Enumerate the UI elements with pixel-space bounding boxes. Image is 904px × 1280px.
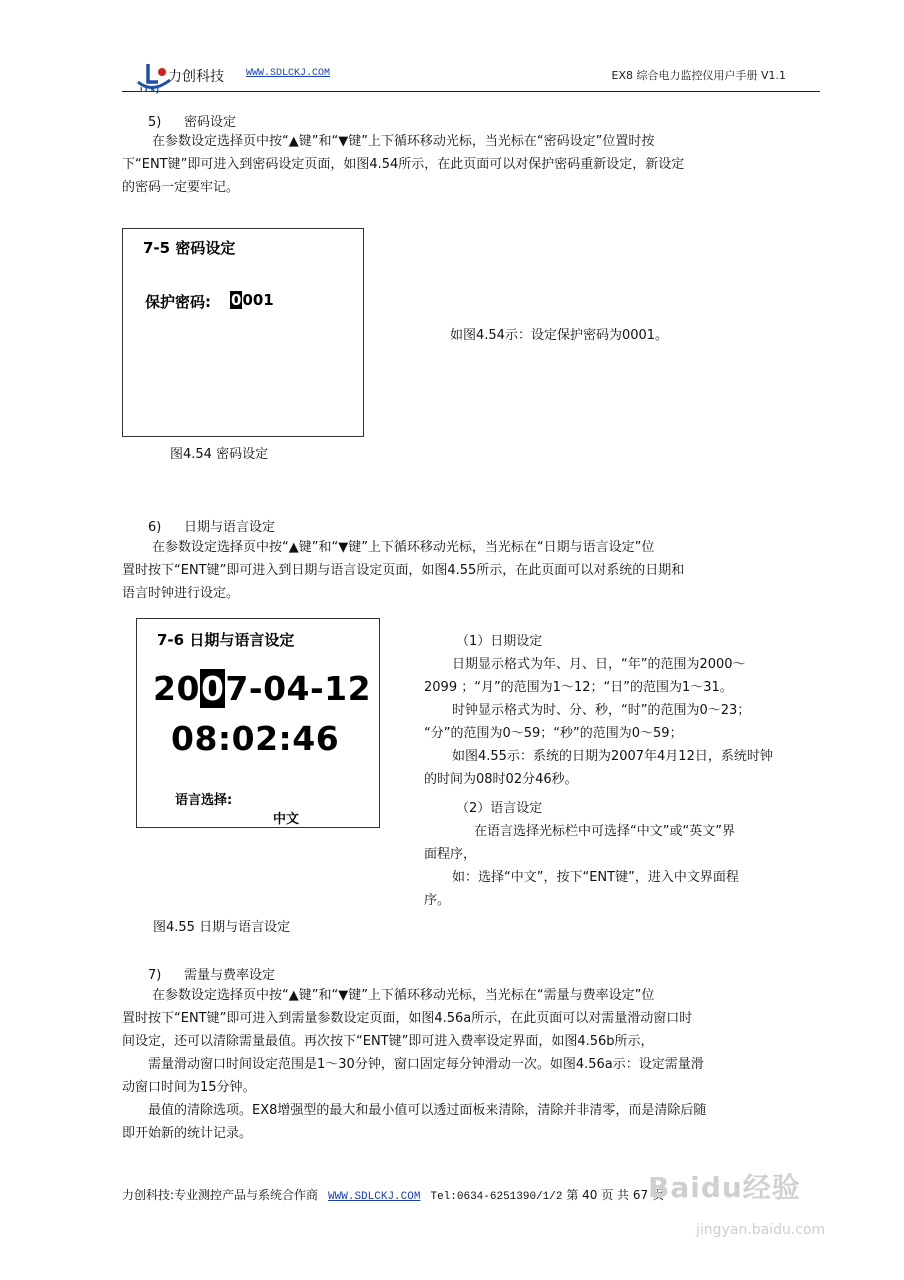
paragraph-line: 在参数设定选择页中按“▲键”和“▼键”上下循环移动光标，当光标在“需量与费率设定”位 xyxy=(152,988,655,1003)
paragraph-line: 在参数设定选择页中按“▲键”和“▼键”上下循环移动光标，当光标在“密码设定”位置时按 xyxy=(152,134,655,149)
paragraph-line: 最值的清除选项。EX8增强型的最大和最小值可以透过面板来清除，清除并非清零，而是清除后随 xyxy=(148,1103,707,1118)
page-footer xyxy=(122,1186,664,1203)
right-text-line: 日期显示格式为年、月、日，“年”的范围为2000～ xyxy=(452,657,746,672)
lcd-title: 7-6 日期与语言设定 xyxy=(157,631,295,649)
password-rest: 001 xyxy=(242,291,274,309)
figure-caption: 图4.54 密码设定 xyxy=(170,447,269,462)
section-title: 需量与费率设定 xyxy=(184,968,276,983)
paragraph-line: 语言时钟进行设定。 xyxy=(122,586,240,601)
section-number: 6) xyxy=(148,520,162,535)
paragraph-line: 置时按下“ENT键”即可进入到需量参数设定页面，如图4.56a所示，在此页面可以对需量滑动窗口时 xyxy=(122,1011,693,1026)
figure-note: 如图4.54示：设定保护密码为0001。 xyxy=(450,328,669,343)
date-language-lcd-screen xyxy=(136,618,380,828)
lcd-date xyxy=(153,669,371,708)
section-5-heading xyxy=(148,111,236,130)
language-label: 语言选择: xyxy=(175,793,233,808)
footer-website-link[interactable]: WWW.SDLCKJ.COM xyxy=(328,1191,421,1203)
password-label: 保护密码: xyxy=(145,293,211,311)
footer-slogan: 力创科技:专业测控产品与系统合作商 xyxy=(122,1188,319,1202)
page-header xyxy=(122,58,820,92)
section-title: 日期与语言设定 xyxy=(184,520,276,535)
right-text-line: 的时间为08时02分46秒。 xyxy=(424,772,578,787)
figure-caption: 图4.55 日期与语言设定 xyxy=(153,920,291,935)
right-text-line: 2099 ；“月”的范围为1～12；“日”的范围为1～31。 xyxy=(424,680,733,695)
right-text-line: 如图4.55示：系统的日期为2007年4月12日，系统时钟 xyxy=(452,749,773,764)
date-part: 20 xyxy=(153,669,200,708)
paragraph-line: 置时按下“ENT键”即可进入到日期与语言设定页面，如图4.55所示，在此页面可以对系统的日期和 xyxy=(122,563,685,578)
language-value: 中文 xyxy=(273,812,300,827)
footer-tel: Tel:0634-6251390/1/2 xyxy=(430,1191,563,1203)
date-part: 7-04-12 xyxy=(225,669,372,708)
footer-page: 第 40 页 共 67 页 xyxy=(566,1188,664,1202)
right-text-line: 在语言选择光标栏中可选择“中文”或“英文”界 xyxy=(474,824,735,839)
paragraph-line: 在参数设定选择页中按“▲键”和“▼键”上下循环移动光标，当光标在“日期与语言设定”位 xyxy=(152,540,655,555)
right-text-line: “分”的范围为0～59；“秒”的范围为0～59； xyxy=(424,726,683,741)
watermark-url: jingyan.baidu.com xyxy=(696,1222,826,1238)
password-lcd-screen xyxy=(122,228,364,437)
paragraph-line: 间设定，还可以清除需量最值。再次按下“ENT键”即可进入费率设定界面，如图4.56b所示， xyxy=(122,1034,654,1049)
section-title: 密码设定 xyxy=(184,115,237,130)
section-7-heading xyxy=(148,964,275,983)
cursor-digit: 0 xyxy=(231,291,242,309)
right-text-line: 面程序， xyxy=(424,847,477,862)
password-value xyxy=(230,291,274,309)
paragraph-line: 下“ENT键”即可进入到密码设定页面，如图4.54所示，在此页面可以对保护密码重新设定，新设定 xyxy=(122,157,685,172)
paragraph-line: 动窗口时间为15分钟。 xyxy=(122,1080,256,1095)
logo-text: LCKJ xyxy=(140,86,160,94)
manual-title: EX8 综合电力监控仪用户手册 V1.1 xyxy=(611,69,786,82)
header-website-link[interactable]: WWW.SDLCKJ.COM xyxy=(246,68,331,79)
right-text-line: 序。 xyxy=(424,893,451,908)
paragraph-line: 需量滑动窗口时间设定范围是1～30分钟，窗口固定每分钟滑动一次。如图4.56a示：设定需量滑 xyxy=(148,1057,704,1072)
right-text-line: 时钟显示格式为时、分、秒，“时”的范围为0～23； xyxy=(452,703,751,718)
baidu-watermark: Baidu经验 xyxy=(648,1171,801,1204)
lcd-title: 7-5 密码设定 xyxy=(143,239,236,257)
lcd-time: 08:02:46 xyxy=(171,719,340,758)
paragraph-line: 的密码一定要牢记。 xyxy=(122,180,240,195)
right-text-line: （1）日期设定 xyxy=(456,634,543,649)
right-text-line: （2）语言设定 xyxy=(456,801,543,816)
paragraph-line: 即开始新的统计记录。 xyxy=(122,1126,253,1141)
header-company: 力创科技 xyxy=(168,69,224,85)
cursor-digit: 0 xyxy=(200,669,225,708)
section-number: 7) xyxy=(148,968,162,983)
section-number: 5) xyxy=(148,115,162,130)
section-6-heading xyxy=(148,516,275,535)
right-text-line: 如：选择“中文”，按下“ENT键”，进入中文界面程 xyxy=(452,870,739,885)
